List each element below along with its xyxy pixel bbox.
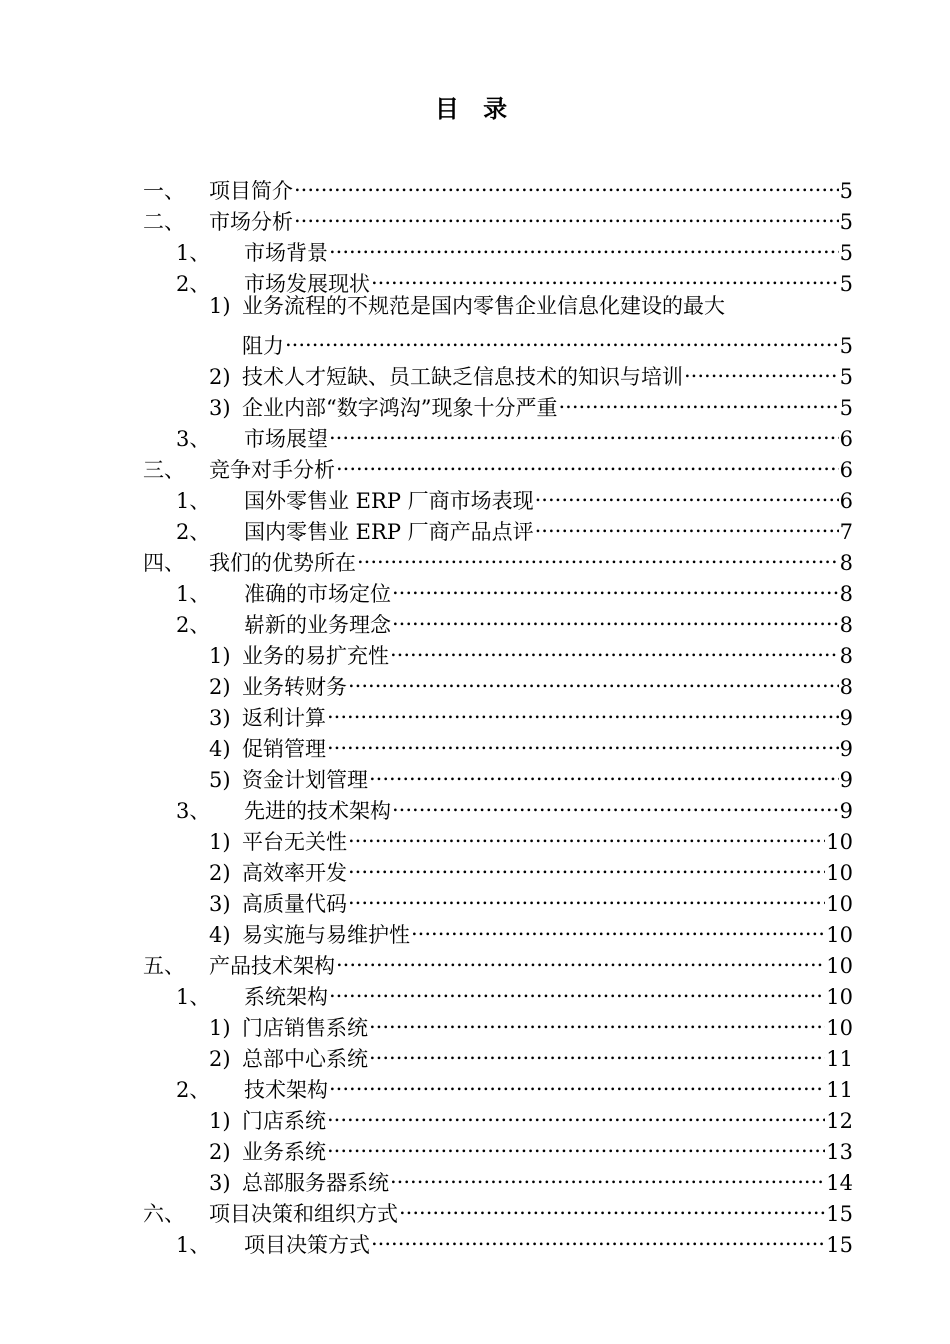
toc-entry-number: 四、 xyxy=(143,551,185,575)
toc-entry-label: 门店销售系统 xyxy=(242,1016,368,1040)
toc-entry-label: 竞争对手分析 xyxy=(209,458,335,482)
toc-entry-number: 1) xyxy=(209,1109,231,1133)
toc-entry-label: 总部中心系统 xyxy=(242,1047,368,1071)
toc-page-number: 9 xyxy=(839,768,853,792)
toc-entry-number: 3) xyxy=(209,396,231,420)
toc-entry-label: 项目简介 xyxy=(209,179,293,203)
toc-page-number: 11 xyxy=(826,1047,853,1071)
toc-entry-label: 高效率开发 xyxy=(242,861,347,885)
toc-dot-leader xyxy=(348,849,825,880)
toc-dot-leader xyxy=(336,446,839,477)
toc-page-number: 8 xyxy=(839,675,853,699)
toc-page-number: 5 xyxy=(839,210,853,234)
toc-dot-leader xyxy=(558,384,838,415)
toc-entry-label: 项目决策方式 xyxy=(244,1233,370,1257)
toc-entry-number: 二、 xyxy=(143,210,185,234)
toc-page-number: 10 xyxy=(826,1016,853,1040)
toc-page-number: 5 xyxy=(839,272,853,296)
toc-entry-label: 产品技术架构 xyxy=(209,954,335,978)
toc-entry-number: 3) xyxy=(209,1171,231,1195)
toc-entry-number: 2) xyxy=(209,861,231,885)
toc-entry-number: 1、 xyxy=(176,489,211,513)
toc-entry-label: 技术人才短缺、员工缺乏信息技术的知识与培训 xyxy=(242,365,683,389)
toc-dot-leader xyxy=(348,663,839,694)
toc-entry-number: 4) xyxy=(209,737,231,761)
toc-entry-number: 三、 xyxy=(143,458,185,482)
toc-dot-leader xyxy=(294,198,839,229)
toc-entry-number: 3、 xyxy=(176,799,211,823)
toc-page-number: 13 xyxy=(826,1140,853,1164)
toc-entry-number: 1、 xyxy=(176,985,211,1009)
toc-page-number: 10 xyxy=(826,985,853,1009)
toc-dot-leader xyxy=(336,942,825,973)
page-title: 目 录 xyxy=(434,94,516,123)
toc-dot-leader xyxy=(369,1004,825,1035)
toc-entry[interactable] xyxy=(143,167,853,203)
toc-page-number: 15 xyxy=(826,1202,853,1226)
toc-dot-leader xyxy=(327,1097,825,1128)
toc-entry-label: 总部服务器系统 xyxy=(242,1171,389,1195)
toc-entry[interactable] xyxy=(143,291,853,322)
toc-page-number: 10 xyxy=(826,861,853,885)
toc-entry-number: 1) xyxy=(209,294,231,318)
toc-entry-label: 准确的市场定位 xyxy=(244,582,391,606)
toc-entry-number: 2) xyxy=(209,1047,231,1071)
toc-dot-leader xyxy=(392,601,839,632)
toc-entry-number: 2、 xyxy=(176,520,211,544)
toc-entry-number: 2) xyxy=(209,1140,231,1164)
toc-entry-label: 我们的优势所在 xyxy=(209,551,356,575)
toc-dot-leader xyxy=(411,911,825,942)
toc-entry-label: 市场分析 xyxy=(209,210,293,234)
toc-entry-label: 易实施与易维护性 xyxy=(242,923,410,947)
toc-dot-leader xyxy=(329,973,825,1004)
toc-dot-leader xyxy=(369,756,839,787)
toc-dot-leader xyxy=(329,415,839,446)
toc-page-number: 5 xyxy=(839,334,853,358)
toc-entry-label: 国内零售业 ERP 厂商产品点评 xyxy=(244,520,534,544)
toc-entry-label: 技术架构 xyxy=(244,1078,328,1102)
toc-dot-leader xyxy=(390,1159,825,1190)
toc-page-number: 8 xyxy=(839,551,853,575)
toc-dot-leader xyxy=(348,818,825,849)
toc-entry-label: 业务流程的不规范是国内零售企业信息化建设的最大 xyxy=(242,294,725,318)
toc-entry-continuation[interactable] xyxy=(143,322,853,358)
toc-entry-label: 先进的技术架构 xyxy=(244,799,391,823)
toc-page-number: 9 xyxy=(839,706,853,730)
toc-entry-number: 3) xyxy=(209,892,231,916)
toc-entry-number: 1、 xyxy=(176,241,211,265)
toc-page-number: 8 xyxy=(839,582,853,606)
toc-entry-label: 促销管理 xyxy=(242,737,326,761)
toc-page-number: 9 xyxy=(839,799,853,823)
toc-dot-leader xyxy=(535,508,839,539)
toc-entry-number: 2) xyxy=(209,365,231,389)
toc-page-number: 11 xyxy=(826,1078,853,1102)
toc-entry-number: 3) xyxy=(209,706,231,730)
toc-dot-leader xyxy=(399,1190,825,1221)
toc-entry-label: 门店系统 xyxy=(242,1109,326,1133)
toc-entry-number: 2、 xyxy=(176,1078,211,1102)
toc-dot-leader xyxy=(535,477,839,508)
toc-entry-label: 国外零售业 ERP 厂商市场表现 xyxy=(244,489,534,513)
toc-entry-label: 阻力 xyxy=(242,334,284,358)
toc-entry-label: 平台无关性 xyxy=(242,830,347,854)
toc-entry-label: 企业内部“数字鸿沟”现象十分严重 xyxy=(242,396,558,420)
toc-entry-label: 崭新的业务理念 xyxy=(244,613,391,637)
toc-dot-leader xyxy=(348,880,825,911)
toc-page-number: 6 xyxy=(839,489,853,513)
toc-page-number: 5 xyxy=(839,365,853,389)
toc-entry-number: 1、 xyxy=(176,582,211,606)
toc-page-number: 6 xyxy=(839,427,853,451)
toc-dot-leader xyxy=(329,1066,825,1097)
toc-entry-number: 5) xyxy=(209,768,231,792)
toc-page-number: 10 xyxy=(826,954,853,978)
toc-dot-leader xyxy=(285,322,839,353)
toc-page-number: 10 xyxy=(826,892,853,916)
toc-entry-number: 1) xyxy=(209,830,231,854)
toc-entry-number: 3、 xyxy=(176,427,211,451)
toc-entry-label: 业务转财务 xyxy=(242,675,347,699)
toc-dot-leader xyxy=(327,725,839,756)
toc-dot-leader xyxy=(371,260,839,291)
toc-page-number: 8 xyxy=(839,613,853,637)
toc-entry-label: 系统架构 xyxy=(244,985,328,1009)
toc-entry-label: 高质量代码 xyxy=(242,892,347,916)
toc-entry-number: 2、 xyxy=(176,272,211,296)
toc-page-number: 5 xyxy=(839,241,853,265)
toc-page-number: 6 xyxy=(839,458,853,482)
toc-entry-label: 业务的易扩充性 xyxy=(242,644,389,668)
toc-dot-leader xyxy=(684,353,839,384)
toc-entry-number: 六、 xyxy=(143,1202,185,1226)
toc-entry-number: 一、 xyxy=(143,179,185,203)
toc-entry-label: 项目决策和组织方式 xyxy=(209,1202,398,1226)
toc-entry-number: 2、 xyxy=(176,613,211,637)
toc-entry-label: 市场展望 xyxy=(244,427,328,451)
toc-dot-leader xyxy=(357,539,839,570)
toc-dot-leader xyxy=(329,229,839,260)
toc-dot-leader xyxy=(369,1035,825,1066)
toc-page-number: 10 xyxy=(826,830,853,854)
toc-entry-number: 1) xyxy=(209,1016,231,1040)
toc-page-number: 8 xyxy=(839,644,853,668)
toc-dot-leader xyxy=(327,694,839,725)
toc-page-number: 15 xyxy=(826,1233,853,1257)
table-of-contents xyxy=(143,167,853,1257)
toc-entry-number: 1) xyxy=(209,644,231,668)
toc-entry-number: 4) xyxy=(209,923,231,947)
toc-entry-label: 资金计划管理 xyxy=(242,768,368,792)
toc-dot-leader xyxy=(392,787,839,818)
toc-page-number: 14 xyxy=(826,1171,853,1195)
toc-entry-label: 市场背景 xyxy=(244,241,328,265)
toc-dot-leader xyxy=(392,570,839,601)
toc-page-number: 9 xyxy=(839,737,853,761)
toc-entry-label: 业务系统 xyxy=(242,1140,326,1164)
toc-entry-number: 五、 xyxy=(143,954,185,978)
toc-entry-label: 返利计算 xyxy=(242,706,326,730)
toc-page-number: 5 xyxy=(839,179,853,203)
toc-dot-leader xyxy=(294,167,839,198)
toc-dot-leader xyxy=(390,632,839,663)
toc-page-number: 10 xyxy=(826,923,853,947)
toc-dot-leader xyxy=(327,1128,825,1159)
toc-dot-leader xyxy=(371,1221,825,1252)
toc-entry-number: 1、 xyxy=(176,1233,211,1257)
toc-entry-label: 市场发展现状 xyxy=(244,272,370,296)
toc-page-number: 7 xyxy=(839,520,853,544)
toc-page-number: 5 xyxy=(839,396,853,420)
toc-entry-number: 2) xyxy=(209,675,231,699)
toc-page-number: 12 xyxy=(826,1109,853,1133)
